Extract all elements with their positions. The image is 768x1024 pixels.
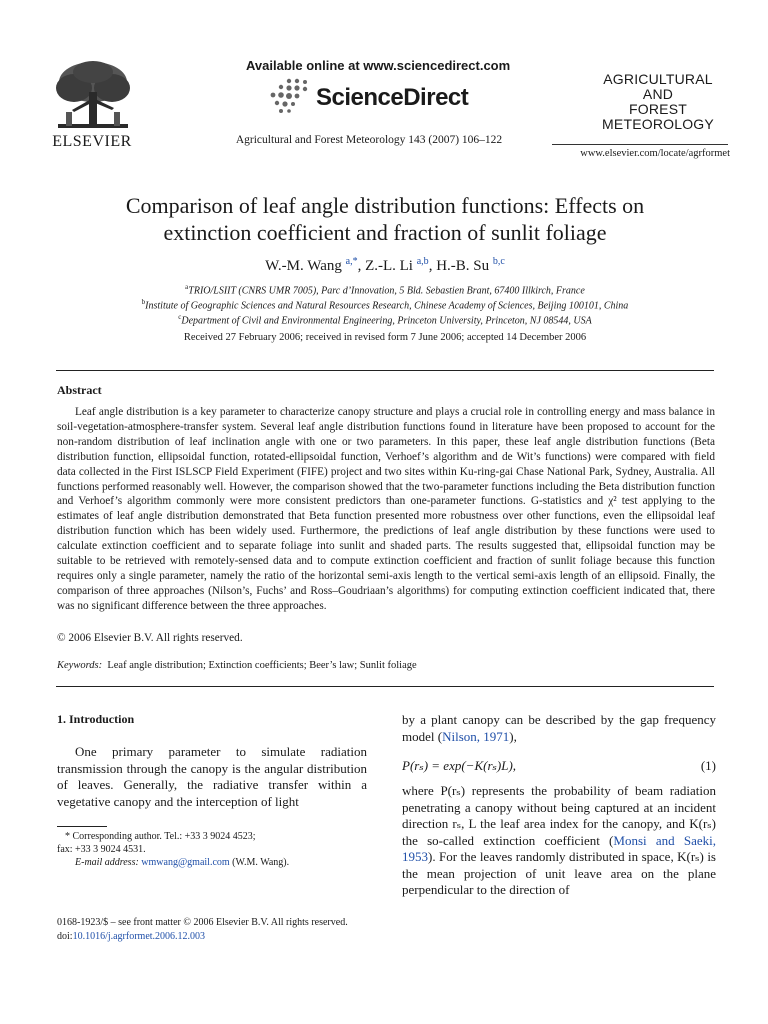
author-list: W.-M. Wang $^{a,*}$, Z.-L. Li $^{a,b}$, H.-B. Su $^{b,c}$ (265, 256, 505, 274)
footnote (57, 830, 367, 869)
doi-label: doi: (57, 931, 73, 942)
affiliation (40, 283, 730, 296)
sciencedirect-logo-text: ScienceDirect (316, 84, 469, 111)
affiliation (40, 313, 730, 326)
body-paragraph: One primary parameter to simulate radiation transmission through the canopy is the angular distribution of leaves. Generally, the radiative transfer within a vegetative canopy and the interception of light (57, 744, 367, 809)
email-link[interactable]: wmwang@gmail.com (141, 857, 230, 868)
elsevier-tree-logo-icon (52, 58, 134, 134)
right-column-intro (402, 712, 716, 745)
publisher-name: ELSEVIER (52, 133, 132, 150)
sciencedirect-dots-icon (267, 78, 313, 114)
email-label: E-mail address: (75, 857, 139, 868)
keywords (57, 660, 417, 671)
body-text: by a plant canopy can be described by the gap frequency model ( (402, 712, 716, 744)
doi-link[interactable]: 10.1016/j.agrformet.2006.12.003 (72, 931, 206, 942)
body-text: ), (509, 728, 517, 744)
journal-url-link[interactable]: www.elsevier.com/locate/agrformet (580, 148, 730, 159)
body-text: where P(rₛ) represents the probability of beam radiation penetrating a canopy without being captured at an incident direction rₛ, L the leaf area index for the canopy, and K(rₛ) the so-called extinction coefficient ( (402, 783, 716, 848)
journal-title (590, 72, 726, 132)
journal-title-line: AND (642, 86, 674, 102)
fax-number: fax: +33 3 9024 4531. (57, 844, 146, 855)
divider (56, 686, 714, 687)
equation-number: (1) (700, 758, 716, 773)
divider (56, 370, 714, 371)
available-online-text[interactable]: Available online at www.sciencedirect.com (246, 58, 511, 73)
journal-title-line: AGRICULTURAL (603, 71, 713, 87)
citation-link[interactable]: Monsi and Saeki, 1953 (402, 832, 716, 864)
journal-citation: Agricultural and Forest Meteorology 143 (2007) 106–122 (235, 134, 503, 146)
article-title-line: extinction coefficient and fraction of sunlit foliage (163, 220, 607, 245)
author-name: W.-M. Wang (265, 258, 342, 274)
left-column (57, 744, 367, 810)
body-text: ). For the leaves randomly distributed in space, K(rₛ) is the mean projection of unit leave area on the plane perpendicular to the direction of (402, 849, 716, 897)
keywords-label: Keywords: (57, 660, 103, 671)
citation-link[interactable]: Nilson, 1971 (442, 728, 510, 744)
email-owner: (W.M. Wang). (232, 857, 290, 868)
article-title-line: Comparison of leaf angle distribution functions: Effects on (125, 193, 645, 218)
affiliation (40, 298, 730, 311)
author-affiliation-link[interactable]: a,b (416, 256, 429, 267)
keywords-list: Leaf angle distribution; Extinction coefficients; Beer’s law; Sunlit foliage (107, 660, 417, 671)
abstract-text: Leaf angle distribution is a key parameter to characterize canopy structure and plays a crucial role in controlling energy and mass balance in soil-vegetation-atmosphere-transfer system. Several leaf angle distribution functions found in literature have been proposed to account for the non-random distribution of leaf inclination angle with one or two parameters. In this paper, these leaf angle distribution functions (Beta distribution function, ellipsoidal function, rotated-ellipsoidal function, Verhoef’s algorithm and de Wit’s functions) were compared with field data collected in the First ISLSCP Field Experiment (FIFE) project and two sites within Ku-ring-gai Chase National Park, Sydney, Australia. All functions performed reasonably well. However, the comparison showed that the two-parameter functions including the Beta distribution function and Verhoef’s algorithm commonly were more consistent predictors than one-parameter functions. G-statistics and χ² test applying to the estimates of leaf angle distribution demonstrated that Beta function presented more robustness over other functions, even the ellipsoidal leaf distribution function which has been widely used. Furthermore, the predictions of leaf angle distribution by these functions were used to calculate extinction coefficient and to separate foliage into sunlit and shaded parts. The results suggested that, ellipsoidal function may be suitable to be retrieved with remotely-sensed data and to compute extinction coefficient and fraction of sunlit foliage because this function requires only a single parameter, namely the ratio of the horizontal semi-axis length to the vertical semi-axis length of an ellipsoid. Finally, the comparison of three approaches (Nilson’s, Fuchs’ and Ross–Goudriaan’s algorithms) for computing extinction coefficient indicated that, there was no significant difference between the three approaches. (57, 406, 715, 612)
article-title (40, 192, 730, 246)
corresponding-author: * Corresponding author. Tel.: +33 3 9024 4523; (65, 831, 256, 842)
front-matter-text: 0168-1923/$ – see front matter © 2006 Elsevier B.V. All rights reserved. (57, 917, 348, 928)
equation-1 (402, 758, 716, 774)
affiliation-text: Institute of Geographic Sciences and Natural Resources Research, Chinese Academy of Sciences, Beijing 100101, China (145, 300, 629, 312)
section-heading: 1. Introduction (57, 712, 135, 726)
header-divider (552, 144, 728, 145)
author-name: H.-B. Su (436, 258, 490, 274)
abstract-copyright: © 2006 Elsevier B.V. All rights reserved. (57, 632, 243, 644)
author-affiliation-link[interactable]: a,* (345, 256, 358, 267)
affiliation-text: Department of Civil and Environmental Engineering, Princeton University, Princeton, NJ 08544, USA (181, 315, 592, 327)
abstract-heading: Abstract (57, 383, 102, 397)
affiliation-text: TRIO/LSIIT (CNRS UMR 7005), Parc d’Innovation, 5 Bld. Sebastien Brant, 67400 Illkirch, France (188, 285, 585, 297)
right-column-body (402, 783, 716, 899)
footnote-divider (57, 826, 107, 827)
affiliation-mark: a (185, 283, 189, 291)
affiliation-mark: c (178, 313, 182, 321)
front-matter (57, 916, 457, 944)
abstract-body (57, 405, 715, 614)
journal-title-line: METEOROLOGY (602, 116, 714, 132)
author-affiliation-link[interactable]: b,c (492, 256, 505, 267)
equation-text: P(rₛ) = exp(−K(rₛ)L), (402, 758, 517, 773)
received-dates: Received 27 February 2006; received in revised form 7 June 2006; accepted 14 December 2006 (183, 332, 587, 343)
affiliation-mark: b (141, 298, 146, 306)
author-name: Z.-L. Li (365, 258, 413, 274)
journal-title-line: FOREST (629, 101, 687, 117)
